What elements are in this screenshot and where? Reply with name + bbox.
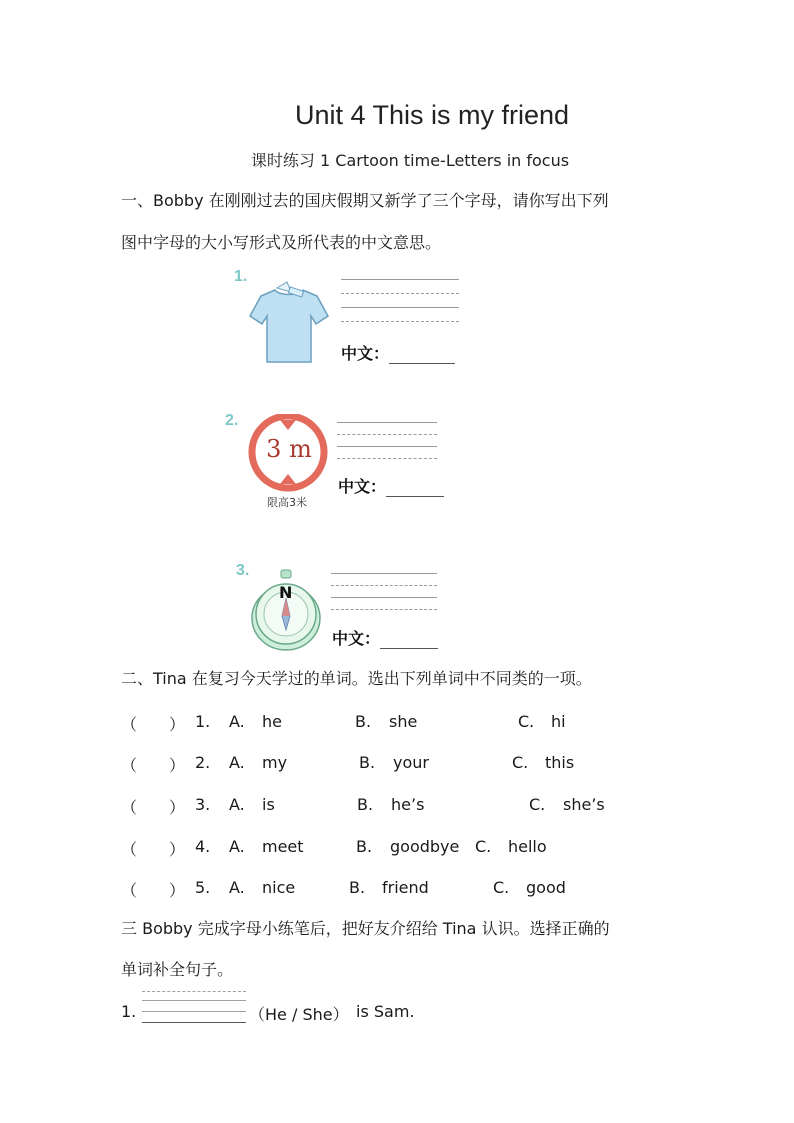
section2-heading: 二、Tina 在复习今天学过的单词。选出下列单词中不同类的一项。 bbox=[121, 669, 592, 688]
item2-writing-lines[interactable] bbox=[337, 422, 437, 466]
page-subtitle: 课时练习 1 Cartoon time-Letters in focus bbox=[250, 151, 570, 170]
page-title: Unit 4 This is my friend bbox=[294, 100, 570, 130]
answer-paren[interactable]: （ ） bbox=[121, 840, 186, 859]
item3-number: 3. bbox=[236, 562, 250, 579]
section3-instruction-line1: 三 Bobby 完成字母小练笔后，把好友介绍给 Tina 认识。选择正确的 bbox=[121, 919, 610, 938]
section3-instruction-line2: 单词补全句子。 bbox=[121, 960, 234, 979]
q1-number: 1. bbox=[121, 1002, 137, 1021]
item1-chinese-blank[interactable] bbox=[389, 346, 455, 364]
choice-row: （ ） 2. A. my B. your C. this bbox=[121, 753, 575, 775]
item2-chinese-label: 中文： bbox=[338, 474, 444, 497]
item2-chinese-blank[interactable] bbox=[386, 479, 444, 497]
sign-text: 3 m bbox=[266, 435, 312, 463]
choice-row: （ ） 5. A. nice B. friend C. good bbox=[121, 878, 566, 900]
q1-options: （He / She） bbox=[249, 1005, 349, 1024]
answer-paren[interactable]: （ ） bbox=[121, 756, 186, 775]
t-shirt-icon bbox=[247, 280, 331, 366]
section1-instruction-line2: 图中字母的大小写形式及所代表的中文意思。 bbox=[121, 233, 442, 252]
choice-row: （ ） 1. A. he B. she C. hi bbox=[121, 712, 566, 734]
item3-chinese-label: 中文： bbox=[332, 626, 438, 649]
item2-number: 2. bbox=[225, 412, 239, 429]
q1-writing-lines[interactable] bbox=[142, 991, 246, 1025]
item1-number: 1. bbox=[234, 268, 248, 285]
answer-paren[interactable]: （ ） bbox=[121, 798, 186, 817]
choice-row: （ ） 4. A. meet B. goodbye C. hello bbox=[121, 837, 547, 859]
compass-icon bbox=[250, 568, 322, 652]
sign-caption: 限高3米 bbox=[267, 496, 307, 509]
choice-row: （ ） 3. A. is B. he’s C. she’s bbox=[121, 795, 605, 817]
answer-paren[interactable]: （ ） bbox=[121, 881, 186, 900]
item3-chinese-blank[interactable] bbox=[380, 631, 438, 649]
item1-writing-lines[interactable] bbox=[341, 279, 459, 323]
compass-letter: N bbox=[279, 583, 293, 602]
item3-writing-lines[interactable] bbox=[331, 573, 437, 617]
item1-chinese-label: 中文： bbox=[341, 341, 455, 364]
section1-instruction-line1: 一、Bobby 在刚刚过去的国庆假期又新学了三个字母，请你写出下列 bbox=[121, 191, 609, 210]
q1-sentence-rest: is Sam. bbox=[356, 1002, 415, 1021]
answer-paren[interactable]: （ ） bbox=[121, 715, 186, 734]
